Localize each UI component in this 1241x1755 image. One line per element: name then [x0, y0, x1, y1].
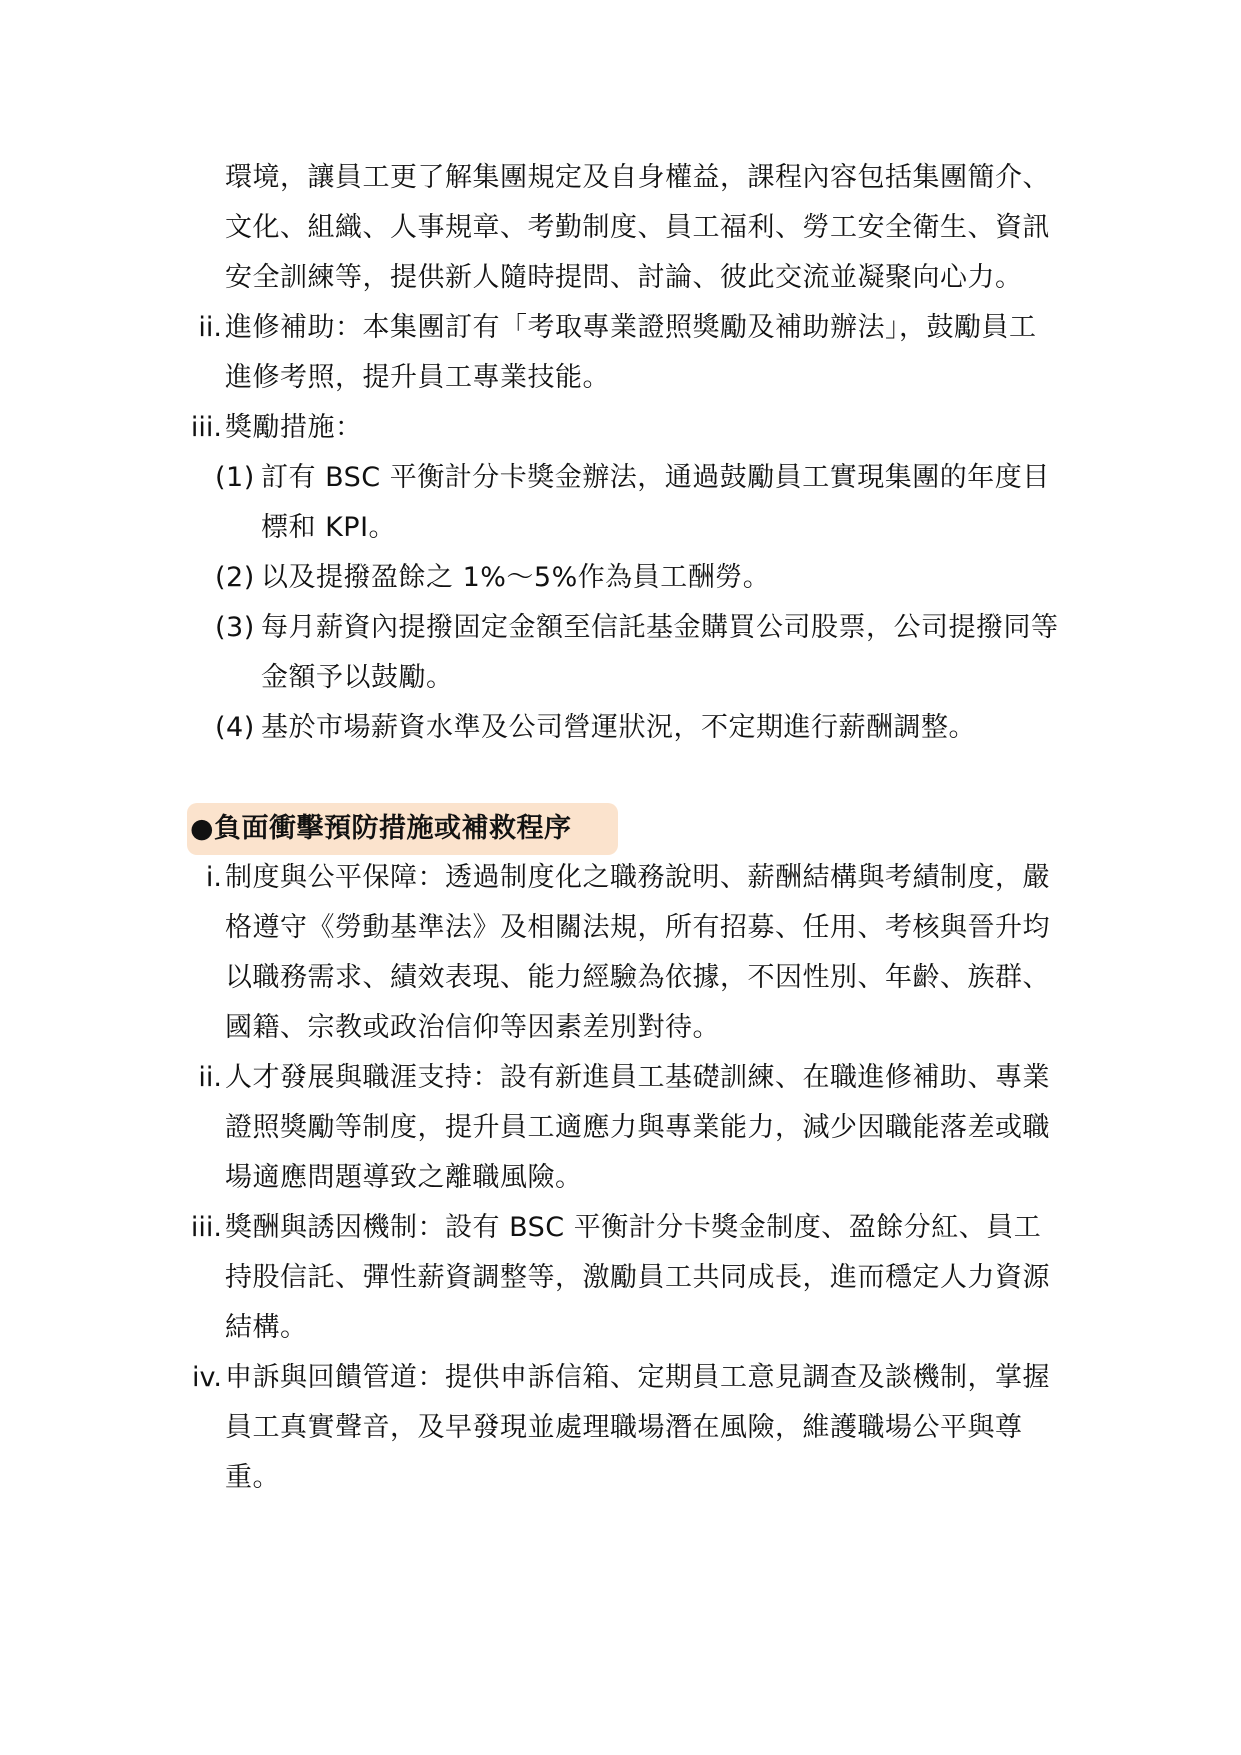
section-heading: ●負面衝擊預防措施或補救程序 [190, 813, 572, 844]
sub-list-marker: (2) [215, 562, 255, 593]
paragraph-line: 格遵守《勞動基準法》及相關法規，所有招募、任用、考核與晉升均 [225, 912, 1050, 943]
list-marker: ii. [198, 312, 222, 343]
paragraph-line: 獎酬與誘因機制：設有 BSC 平衡計分卡獎金制度、盈餘分紅、員工 [225, 1212, 1042, 1243]
sub-list-marker: (3) [215, 612, 255, 643]
sub-list-marker: (1) [215, 462, 255, 493]
paragraph-line: 場適應問題導致之離職風險。 [225, 1162, 583, 1193]
sub-list-marker: (4) [215, 712, 255, 743]
paragraph-line: 重。 [225, 1462, 280, 1493]
paragraph-line: 每月薪資內提撥固定金額至信託基金購買公司股票，公司提撥同等 [261, 612, 1059, 643]
paragraph-line: 金額予以鼓勵。 [261, 662, 454, 693]
paragraph-line: 國籍、宗教或政治信仰等因素差別對待。 [225, 1012, 720, 1043]
paragraph-line: 訂有 BSC 平衡計分卡獎金辦法，通過鼓勵員工實現集團的年度目 [261, 462, 1050, 493]
list-marker: i. [205, 862, 222, 893]
paragraph-line: 標和 KPI。 [261, 512, 397, 543]
list-marker: iii. [190, 1212, 222, 1243]
paragraph-line: 以職務需求、績效表現、能力經驗為依據，不因性別、年齡、族群、 [225, 962, 1050, 993]
list-marker: ii. [198, 1062, 222, 1093]
list-marker: iv. [192, 1362, 222, 1393]
paragraph-line: 進修考照，提升員工專業技能。 [225, 362, 610, 393]
paragraph-line: 基於市場薪資水準及公司營運狀況，不定期進行薪酬調整。 [261, 712, 976, 743]
paragraph-line: 進修補助：本集團訂有「考取專業證照獎勵及補助辦法」，鼓勵員工 [225, 312, 1037, 343]
paragraph-line: 結構。 [225, 1312, 308, 1343]
paragraph-line: 制度與公平保障：透過制度化之職務說明、薪酬結構與考績制度，嚴 [225, 862, 1050, 893]
paragraph-line: 以及提撥盈餘之 1%～5%作為員工酬勞。 [261, 562, 771, 593]
paragraph-line: 證照獎勵等制度，提升員工適應力與專業能力，減少因職能落差或職 [225, 1112, 1050, 1143]
paragraph-line: 文化、組織、人事規章、考勤制度、員工福利、勞工安全衛生、資訊 [225, 212, 1050, 243]
paragraph-line: 環境，讓員工更了解集團規定及自身權益，課程內容包括集團簡介、 [225, 162, 1050, 193]
paragraph-line: 人才發展與職涯支持：設有新進員工基礎訓練、在職進修補助、專業 [225, 1062, 1050, 1093]
paragraph-line: 獎勵措施： [225, 412, 363, 443]
paragraph-line: 員工真實聲音，及早發現並處理職場潛在風險，維護職場公平與尊 [225, 1412, 1023, 1443]
paragraph-line: 安全訓練等，提供新人隨時提問、討論、彼此交流並凝聚向心力。 [225, 262, 1023, 293]
paragraph-line: 申訴與回饋管道：提供申訴信箱、定期員工意見調查及談機制，掌握 [225, 1362, 1050, 1393]
list-marker: iii. [190, 412, 222, 443]
paragraph-line: 持股信託、彈性薪資調整等，激勵員工共同成長，進而穩定人力資源 [225, 1262, 1050, 1293]
